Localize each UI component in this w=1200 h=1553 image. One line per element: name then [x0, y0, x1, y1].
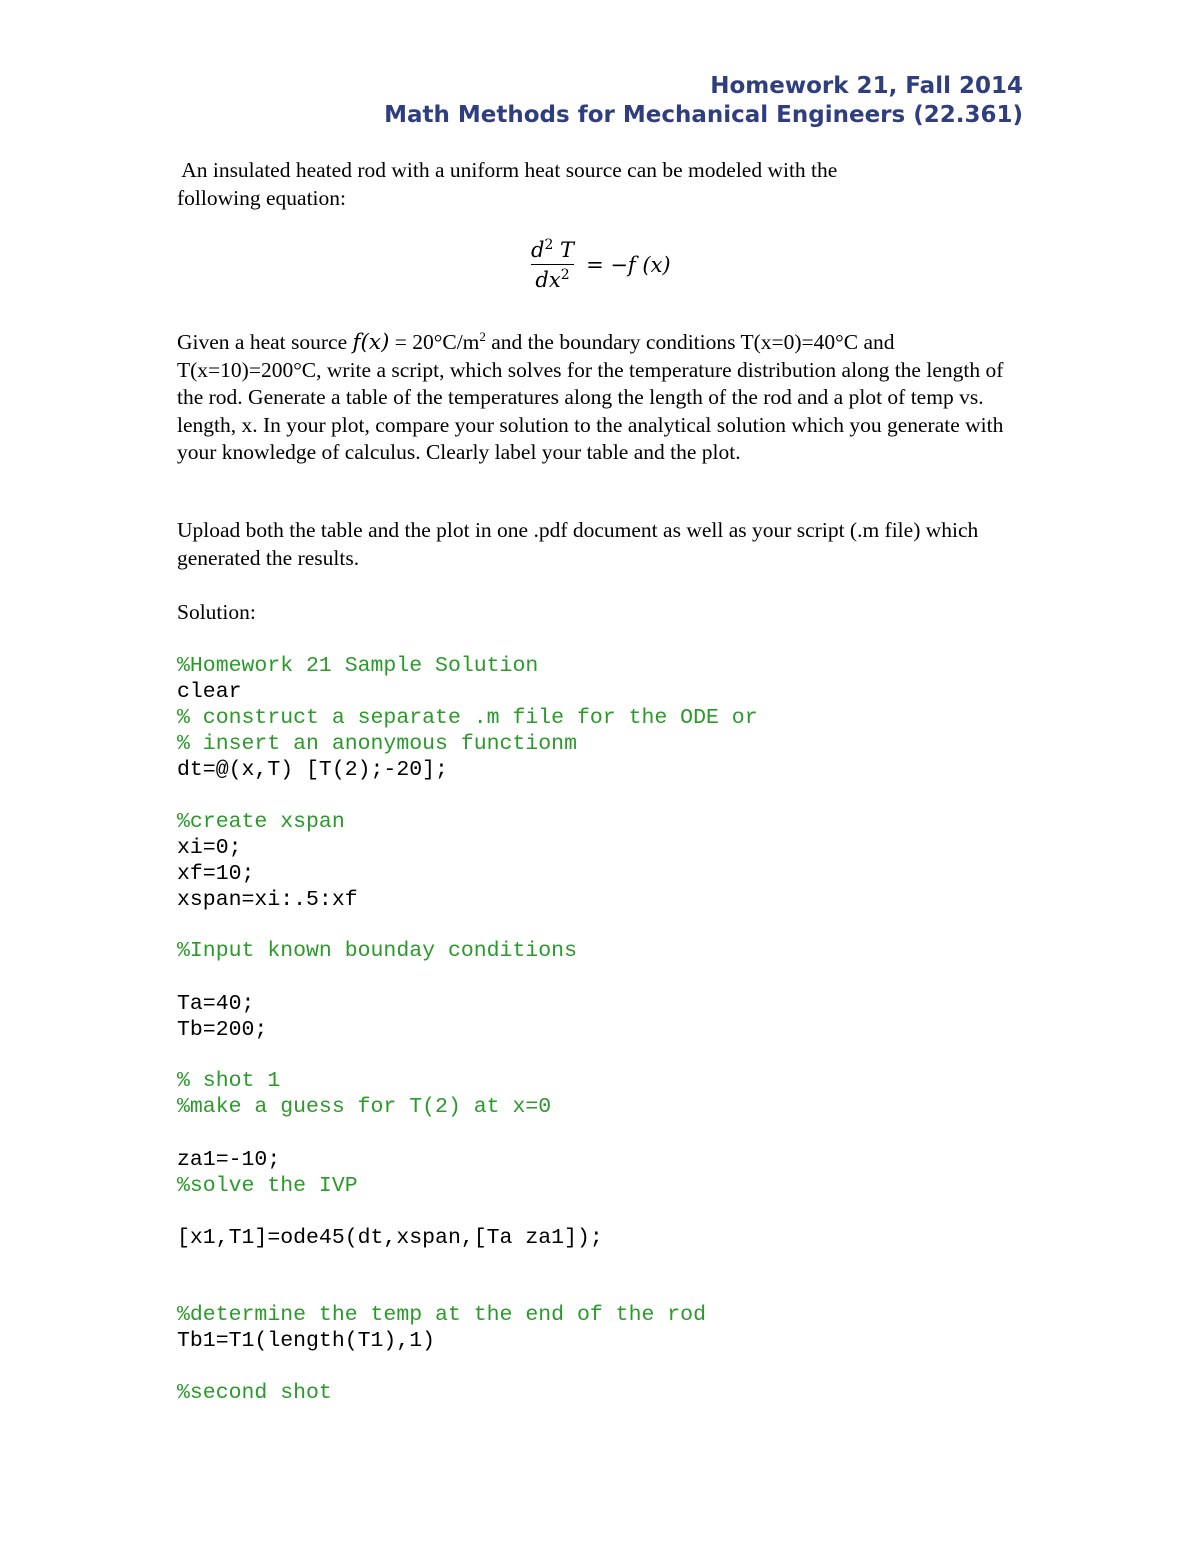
- code-line: za1=-10;: [177, 1148, 281, 1172]
- equation-denominator: $dx^2$: [531, 264, 573, 292]
- code-block-2: [177, 809, 358, 913]
- code-block-1: [177, 653, 758, 783]
- code-comment-line: %make a guess for T(2) at x=0: [177, 1095, 552, 1119]
- intro-line-1: An insulated heated rod with a uniform heat source can be modeled with the: [177, 158, 838, 182]
- upload-paragraph: Upload both the table and the plot in one .pdf document as well as your script (.m file) which generated the results.: [177, 518, 979, 570]
- code-block-4: [177, 991, 267, 1043]
- code-comment-line: % insert an anonymous functionm: [177, 732, 577, 756]
- code-block-5: [177, 1068, 551, 1120]
- code-block-8: [177, 1302, 706, 1354]
- code-line: xi=0;: [177, 836, 242, 860]
- code-comment-line: %create xspan: [177, 810, 345, 834]
- code-comment-line: %Homework 21 Sample Solution: [177, 654, 539, 678]
- code-block-6: [177, 1147, 358, 1199]
- code-comment-line: %second shot: [177, 1381, 332, 1405]
- code-line: clear: [177, 680, 242, 704]
- equation-fraction: [527, 237, 578, 292]
- course-title: Math Methods for Mechanical Engineers (22.361): [384, 102, 1023, 128]
- code-block-9: [177, 1380, 332, 1406]
- code-line: Ta=40;: [177, 992, 255, 1016]
- code-line: Tb1=T1(length(T1),1): [177, 1329, 436, 1353]
- code-comment-line: % shot 1: [177, 1069, 281, 1093]
- code-block-7: [177, 1225, 603, 1251]
- code-line: xspan=xi:.5:xf: [177, 888, 358, 912]
- equation-rhs: = −f (x): [586, 252, 671, 277]
- code-line: [x1,T1]=ode45(dt,xspan,[Ta za1]);: [177, 1226, 603, 1250]
- code-line: Tb=200;: [177, 1018, 268, 1042]
- code-comment-line: %solve the IVP: [177, 1174, 358, 1198]
- code-comment-line: % construct a separate .m file for the ODE or: [177, 706, 758, 730]
- code-line: xf=10;: [177, 862, 255, 886]
- solution-label: Solution:: [177, 600, 256, 624]
- code-block-3: [177, 938, 577, 964]
- document-header: [384, 72, 1023, 130]
- heat-source-function: f(x): [352, 330, 390, 356]
- code-comment-line: %determine the temp at the end of the rod: [177, 1303, 706, 1327]
- intro-line-2: following equation:: [177, 185, 346, 210]
- code-line: dt=@(x,T) [T(2);-20];: [177, 758, 448, 782]
- ode-equation: [527, 237, 671, 292]
- code-comment-line: %Input known bounday conditions: [177, 939, 577, 963]
- homework-title: Homework 21, Fall 2014: [710, 73, 1023, 99]
- intro-paragraph: [177, 157, 1027, 212]
- equation-numerator: $d^2$ T: [531, 237, 575, 262]
- problem-paragraph: Given a heat source $f(x) = 20^\circ C/m^2$ and the boundary conditions T(x=0)=40°C and T(x=10)=200°C, write a script, which solves for the temperature distribution along the length of the rod. Generate a table of the temperatures along the length of the rod and a plot of temp vs. length, x. In your plot, compare your solution to the analytical solution which you generate with your knowledge of calculus. Clearly label your table and the plot.: [177, 329, 1004, 465]
